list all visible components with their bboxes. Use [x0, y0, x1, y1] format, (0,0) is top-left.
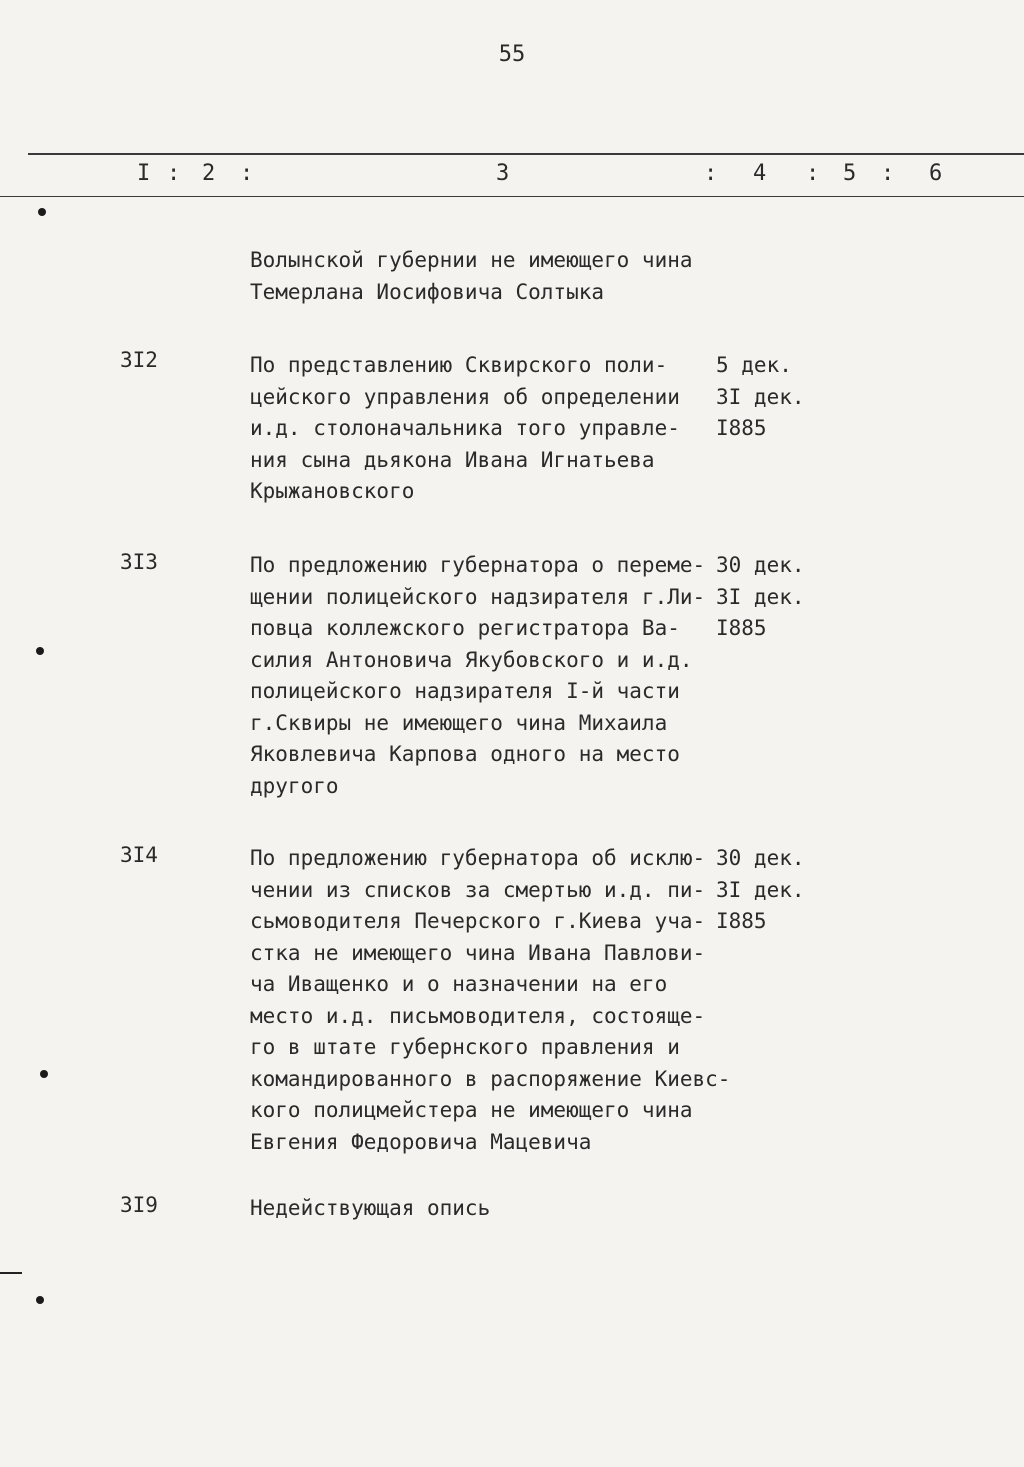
punch-hole-mark: [38, 208, 46, 216]
text-line: стка не имеющего чина Ивана Павлови-: [250, 940, 706, 965]
end-date: 3I дек.: [716, 584, 805, 609]
column-separator: :: [806, 161, 820, 186]
year: I885: [716, 416, 767, 440]
scan-edge-mark: [0, 1272, 22, 1274]
table-header-bottom-rule: [0, 196, 1024, 197]
column-header-3: 3: [496, 161, 510, 186]
end-date: 3I дек.: [716, 877, 805, 902]
entry-description-continued: [250, 245, 720, 308]
column-separator: :: [167, 161, 181, 186]
text-line: чении из списков за смертью и.д. пи-: [250, 877, 706, 902]
entry-description: [250, 843, 731, 1158]
column-separator: :: [240, 161, 254, 186]
year: I885: [716, 616, 767, 640]
column-header-5: 5: [843, 161, 857, 186]
text-line: и.д. столоначальника того управле-: [250, 416, 680, 440]
text-line: командированного в распоряжение Киевс-: [250, 1066, 731, 1091]
text-line: По представлению Сквирского поли-: [250, 353, 668, 377]
text-line: полицейского надзирателя I-й части: [250, 679, 680, 703]
column-header-2: 2: [202, 161, 216, 186]
text-line: силия Антоновича Якубовского и и.д.: [250, 647, 693, 672]
text-line: место и.д. письмоводителя, состояще-: [250, 1003, 706, 1028]
entry-description: [250, 350, 720, 508]
text-line: цейского управления об определении: [250, 384, 680, 409]
text-line: Недействующая опись: [250, 1196, 491, 1220]
entry-dates: [716, 843, 805, 938]
entry-number: 3I2: [120, 348, 158, 372]
text-line: ча Иващенко и о назначении на его: [250, 972, 668, 996]
entry-number: 3I4: [120, 843, 158, 867]
text-line: ния сына дьякона Ивана Игнатьева: [250, 447, 655, 472]
punch-hole-mark: [40, 1070, 48, 1078]
text-line: По предложению губернатора об исклю-: [250, 846, 706, 870]
entry-dates: [716, 550, 805, 645]
start-date: 30 дек.: [716, 553, 805, 577]
column-separator: :: [704, 161, 718, 186]
text-line: кого полицмейстера не имеющего чина: [250, 1098, 693, 1122]
text-line: Евгения Федоровича Мацевича: [250, 1129, 592, 1154]
text-line: Яковлевича Карпова одного на место: [250, 742, 680, 766]
text-line: го в штате губернского правления и: [250, 1035, 680, 1059]
text-line: сьмоводителя Печерского г.Киева уча-: [250, 909, 706, 933]
entry-number: 3I9: [120, 1193, 158, 1217]
text-line: щении полицейского надзирателя г.Ли-: [250, 584, 706, 609]
column-header-1: I: [137, 161, 151, 186]
text-line: Крыжановского: [250, 479, 415, 503]
page-number: 55: [498, 42, 526, 67]
entry-dates: [716, 350, 805, 445]
text-line: По предложению губернатора о переме-: [250, 553, 706, 577]
column-separator: :: [881, 161, 895, 186]
start-date: 30 дек.: [716, 846, 805, 870]
table-header-top-rule: [28, 153, 1024, 155]
entry-description: [250, 1193, 720, 1225]
text-line: повца коллежского регистратора Ва-: [250, 616, 680, 640]
entry-description: [250, 550, 720, 802]
column-header-4: 4: [753, 161, 767, 186]
punch-hole-mark: [36, 647, 44, 655]
text-line: Темерлана Иосифовича Солтыка: [250, 279, 605, 304]
text-line: другого: [250, 773, 339, 798]
text-line: г.Сквиры не имеющего чина Михаила: [250, 710, 668, 735]
end-date: 3I дек.: [716, 384, 805, 409]
entry-number: 3I3: [120, 550, 158, 574]
year: I885: [716, 909, 767, 933]
punch-hole-mark: [36, 1296, 44, 1304]
column-header-6: 6: [929, 161, 943, 186]
text-line: Волынской губернии не имеющего чина: [250, 248, 693, 272]
start-date: 5 дек.: [716, 353, 792, 377]
